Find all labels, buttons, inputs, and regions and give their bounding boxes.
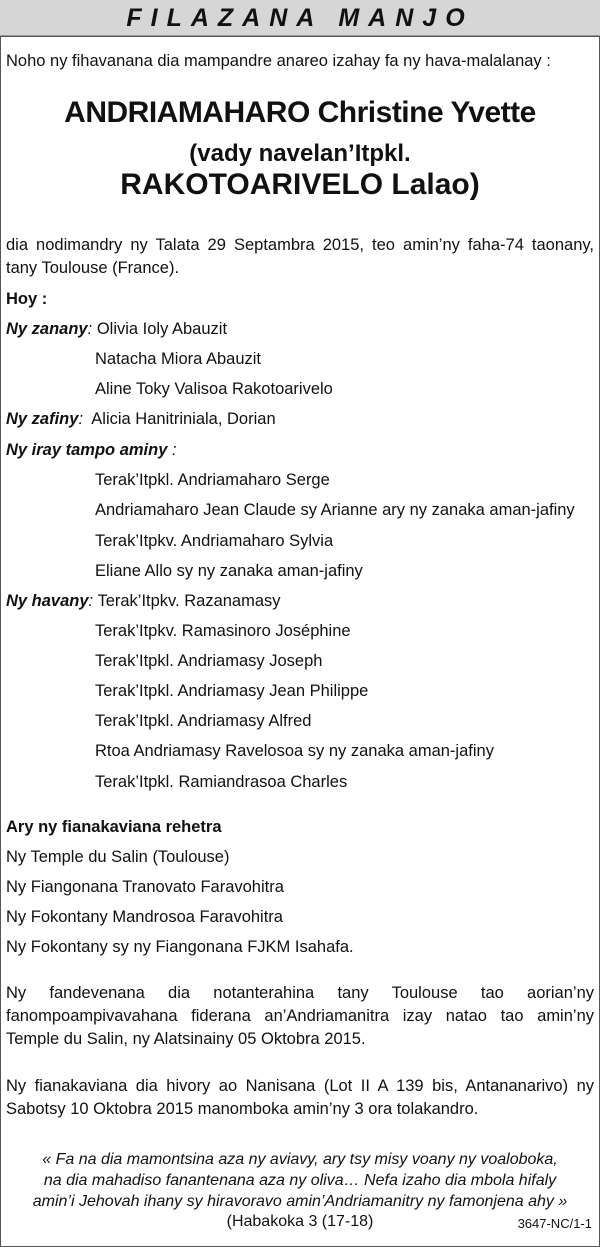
havany-item: Terak’Itpkv. Razanamasy bbox=[97, 592, 281, 610]
org-item: Ny Fokontany sy ny Fiangonana FJKM Isahafa. bbox=[6, 938, 354, 956]
ad-code: 3647-NC/1-1 bbox=[517, 1216, 592, 1231]
notice-frame bbox=[0, 36, 600, 1247]
family-header: Ary ny fianakaviana rehetra bbox=[6, 818, 222, 836]
spouse-name: RAKOTOARIVELO Lalao) bbox=[120, 168, 480, 201]
zafiny-label: Ny zafiny bbox=[6, 410, 79, 428]
quote-line: amin’i Jehovah ihany sy hiravoravo amin’Andriamanitry ny famonjena ahy » bbox=[32, 1193, 568, 1210]
quote-line: na dia mahadiso fanantenana aza ny oliva… Nefa izaho dia mbola hifaly bbox=[43, 1172, 557, 1189]
org-item: Ny Temple du Salin (Toulouse) bbox=[6, 848, 230, 866]
zafiny-row: Ny zafiny: Alicia Hanitriniala, Dorian bbox=[6, 410, 276, 428]
iray-tampo-item: Andriamaharo Jean Claude sy Arianne ary ny zanaka aman-jafiny bbox=[95, 501, 575, 519]
iray-tampo-item: Eliane Allo sy ny zanaka aman-jafiny bbox=[95, 562, 363, 580]
zanany-item: Natacha Miora Abauzit bbox=[95, 350, 262, 368]
havany-item: Terak’Itpkl. Andriamasy Jean Philippe bbox=[95, 682, 369, 700]
iray-tampo-label: Ny iray tampo aminy bbox=[6, 441, 168, 459]
notice-header bbox=[0, 0, 600, 36]
hoy-label: Hoy : bbox=[6, 290, 48, 308]
zanany-item: Aline Toky Valisoa Rakotoarivelo bbox=[95, 380, 333, 398]
org-item: Ny Fiangonana Tranovato Faravohitra bbox=[6, 878, 284, 896]
org-item: Ny Fokontany Mandrosoa Faravohitra bbox=[6, 908, 283, 926]
havany-item: Terak’Itpkv. Ramasinoro Joséphine bbox=[95, 622, 351, 640]
notice-header-title: FILAZANA MANJO bbox=[126, 4, 474, 32]
spouse-note: (vady navelan’Itpkl. bbox=[189, 140, 411, 167]
intro-text: Noho ny fihavanana dia mampandre anareo izahay fa ny hava-malalanay : bbox=[6, 52, 551, 70]
havany-label: Ny havany bbox=[6, 592, 89, 610]
havany-item: Terak’Itpkl. Andriamasy Alfred bbox=[95, 712, 312, 730]
havany-row: Ny havany: Terak’Itpkv. Razanamasy bbox=[6, 592, 281, 610]
scripture-quote bbox=[0, 1149, 600, 1212]
deceased-name: ANDRIAMAHARO Christine Yvette bbox=[64, 96, 536, 129]
gathering-paragraph: Ny fianakaviana dia hivory ao Nanisana (Lot II A 139 bis, Antananarivo) ny Sabotsy 10 Oktobra 2015 manomboka amin’ny 3 ora tolakandro. bbox=[6, 1077, 594, 1118]
havany-item: Rtoa Andriamasy Ravelosoa sy ny zanaka aman-jafiny bbox=[95, 742, 494, 760]
funeral-paragraph: Ny fandevenana dia notanterahina tany Toulouse tao aorian’ny fanompoampivavahana fiderana an’Andriamanitra izay natao tao amin’ny Temple du Salin, ny Alatsinainy 05 Oktobra 2015. bbox=[6, 984, 594, 1048]
zafiny-value: Alicia Hanitriniala, Dorian bbox=[91, 410, 276, 428]
iray-tampo-row: Ny iray tampo aminy : bbox=[6, 441, 177, 459]
iray-tampo-item: Terak’Itpkl. Andriamaharo Serge bbox=[95, 471, 330, 489]
zanany-label: Ny zanany bbox=[6, 320, 88, 338]
havany-item: Terak’Itpkl. Andriamasy Joseph bbox=[95, 652, 323, 670]
zanany-row: Ny zanany: Olivia Ioly Abauzit bbox=[6, 320, 228, 338]
scripture-reference: (Habakoka 3 (17-18) bbox=[226, 1213, 374, 1230]
havany-item: Terak’Itpkl. Ramiandrasoa Charles bbox=[95, 773, 348, 791]
zanany-item: Olivia Ioly Abauzit bbox=[96, 320, 228, 338]
quote-line: « Fa na dia mamontsina aza ny aviavy, ary tsy misy voany ny voaloboka, bbox=[42, 1151, 558, 1168]
death-announcement: dia nodimandry ny Talata 29 Septambra 2015, teo amin’ny faha-74 taonany, tany Toulouse (France). bbox=[6, 236, 594, 277]
iray-tampo-item: Terak’Itpkv. Andriamaharo Sylvia bbox=[95, 532, 334, 550]
